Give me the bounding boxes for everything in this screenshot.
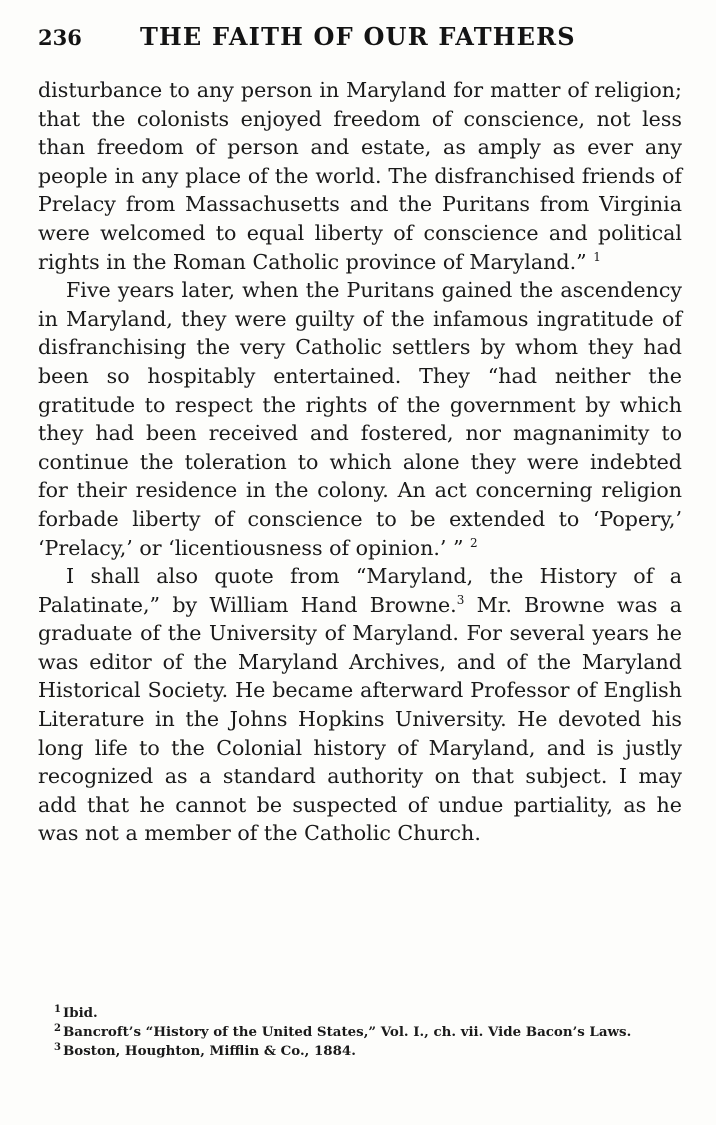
paragraph-2 [38, 276, 682, 562]
footnote-ref-2: 2 [470, 535, 478, 550]
footnote-2-marker: 2 [54, 1022, 61, 1034]
footnote-2 [38, 1023, 682, 1042]
paragraph-1-text: disturbance to any person in Maryland for matter of religion; that the colonists enjoyed freedom of conscience, not less than freedom of person and estate, as amply as ever any people in any place of the world. The disfranchised friends of Prelacy from Massachusetts and the Puritans from Virginia were welcomed to equal liberty of conscience and political rights in the Roman Catholic province of Maryland.” [38, 78, 682, 274]
running-title: THE FAITH OF OUR FATHERS [140, 22, 576, 51]
paragraph-3-text: I shall also quote from “Maryland, the History of a Palatinate,” by William Hand Browne. [38, 564, 682, 617]
page-body [38, 76, 682, 848]
paragraph-1 [38, 76, 682, 276]
page-number: 236 [38, 25, 82, 50]
footnote-1-marker: 1 [54, 1003, 61, 1015]
footnote-3-text: Boston, Houghton, Mifflin & Co., 1884. [62, 1043, 356, 1059]
paragraph-3-text-after: Mr. Browne was a graduate of the University of Maryland. For several years he was editor of the Maryland Archives, and of the Maryland Historical Society. He became afterward Professor of English Literature in the Johns Hopkins University. He devoted his long life to the Colonial history of Maryland, and is justly recognized as a standard authority on that subject. I may add that he cannot be suspected of undue partiality, as he was not a member of the Catholic Church. [38, 592, 682, 846]
paragraph-2-text: Five years later, when the Puritans gained the ascendency in Maryland, they were guilty of the infamous ingratitude of disfranchising the very Catholic settlers by whom they had been so hospitably entertained. They “had neither the gratitude to respect the rights of the government by which they had been received and fostered, nor magnanimity to continue the toleration to which alone they were indebted for their residence in the colony. An act concerning religion forbade liberty of conscience to be extended to ‘Popery,’ ‘Prelacy,’ or ‘licentiousness of opinion.’ ” [38, 278, 682, 560]
footnote-3-marker: 3 [54, 1041, 61, 1053]
footnote-1 [38, 1004, 682, 1023]
footnote-ref-1: 1 [593, 249, 601, 264]
footnote-2-text: Bancroft’s “History of the United States,” Vol. I., ch. vii. Vide Bacon’s Laws. [62, 1024, 632, 1040]
paragraph-3 [38, 562, 682, 848]
footnote-block [38, 1004, 682, 1061]
footnote-ref-3: 3 [456, 592, 465, 607]
footnote-1-text: Ibid. [62, 1005, 98, 1021]
footnote-3 [38, 1042, 682, 1061]
page-header [38, 22, 678, 58]
